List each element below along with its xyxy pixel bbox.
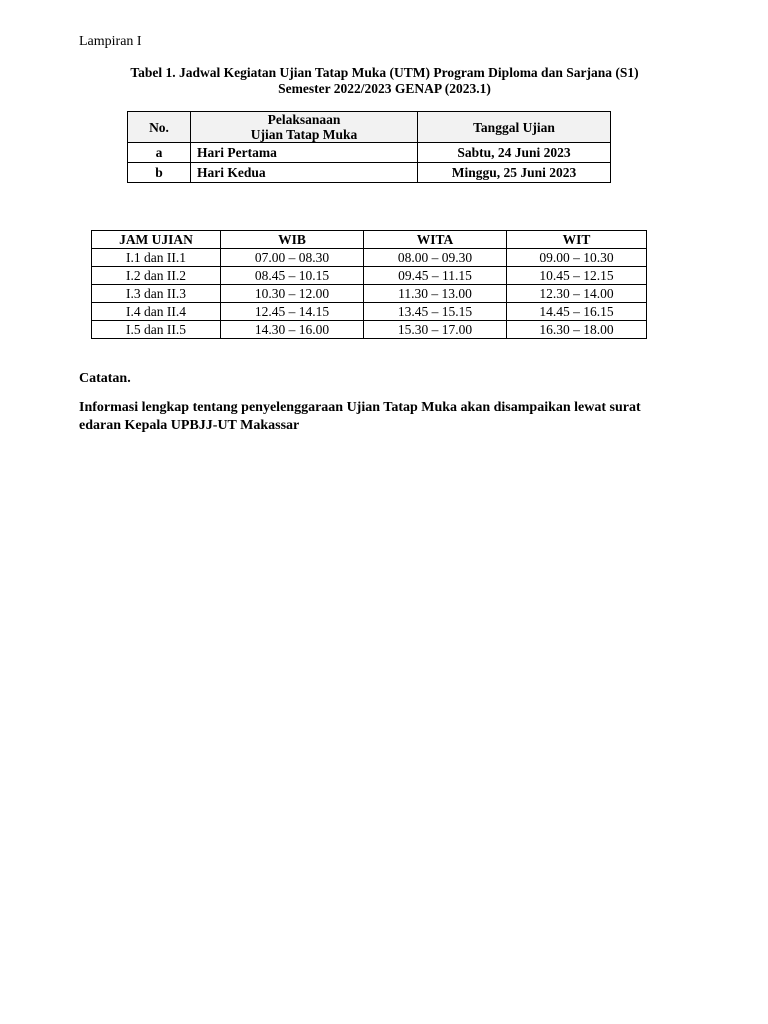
note-text: Informasi lengkap tentang penyelenggaraan Ujian Tatap Muka akan disampaikan lewat surat edaran Kepala UPBJJ-UT Makassar — [79, 400, 641, 433]
exam-schedule-table — [127, 111, 611, 183]
row-no: b — [128, 163, 191, 183]
row-date: Minggu, 25 Juni 2023 — [418, 163, 611, 183]
row-no: a — [128, 143, 191, 163]
cell-wit: 14.45 – 16.15 — [507, 303, 647, 321]
cell-wit: 09.00 – 10.30 — [507, 249, 647, 267]
appendix-label: Lampiran I — [79, 34, 142, 49]
cell-session: I.3 dan II.3 — [92, 285, 221, 303]
row-execution: Hari Kedua — [191, 163, 418, 183]
cell-wib: 08.45 – 10.15 — [221, 267, 364, 285]
header-wit: WIT — [507, 231, 647, 249]
cell-wit: 16.30 – 18.00 — [507, 321, 647, 339]
cell-wit: 10.45 – 12.15 — [507, 267, 647, 285]
table-title-line2: Semester 2022/2023 GENAP (2023.1) — [278, 81, 491, 96]
header-exam-hour: JAM UJIAN — [92, 231, 221, 249]
cell-session: I.2 dan II.2 — [92, 267, 221, 285]
header-wib: WIB — [221, 231, 364, 249]
table-row — [92, 303, 647, 321]
table-title — [79, 65, 690, 97]
note-heading: Catatan. — [79, 371, 131, 386]
header-execution — [191, 112, 418, 143]
cell-wita: 08.00 – 09.30 — [364, 249, 507, 267]
cell-wib: 12.45 – 14.15 — [221, 303, 364, 321]
cell-wita: 15.30 – 17.00 — [364, 321, 507, 339]
cell-session: I.5 dan II.5 — [92, 321, 221, 339]
cell-session: I.4 dan II.4 — [92, 303, 221, 321]
cell-wib: 10.30 – 12.00 — [221, 285, 364, 303]
table-title-line1: Tabel 1. Jadwal Kegiatan Ujian Tatap Muka (UTM) Program Diploma dan Sarjana (S1) — [130, 65, 639, 80]
table-row — [92, 267, 647, 285]
time-table-header-row — [92, 231, 647, 249]
cell-wita: 09.45 – 11.15 — [364, 267, 507, 285]
table-row — [92, 321, 647, 339]
row-date: Sabtu, 24 Juni 2023 — [418, 143, 611, 163]
cell-wita: 13.45 – 15.15 — [364, 303, 507, 321]
table-row — [92, 285, 647, 303]
table-row — [92, 249, 647, 267]
header-no: No. — [128, 112, 191, 143]
cell-wita: 11.30 – 13.00 — [364, 285, 507, 303]
header-wita: WITA — [364, 231, 507, 249]
header-execution-line1: Pelaksanaan — [267, 112, 341, 127]
cell-wib: 14.30 – 16.00 — [221, 321, 364, 339]
exam-schedule-header-row — [128, 112, 611, 143]
cell-session: I.1 dan II.1 — [92, 249, 221, 267]
cell-wit: 12.30 – 14.00 — [507, 285, 647, 303]
cell-wib: 07.00 – 08.30 — [221, 249, 364, 267]
header-date: Tanggal Ujian — [418, 112, 611, 143]
row-execution: Hari Pertama — [191, 143, 418, 163]
table-row — [128, 143, 611, 163]
table-row — [128, 163, 611, 183]
header-execution-line2: Ujian Tatap Muka — [250, 127, 358, 142]
exam-time-table — [91, 230, 647, 339]
